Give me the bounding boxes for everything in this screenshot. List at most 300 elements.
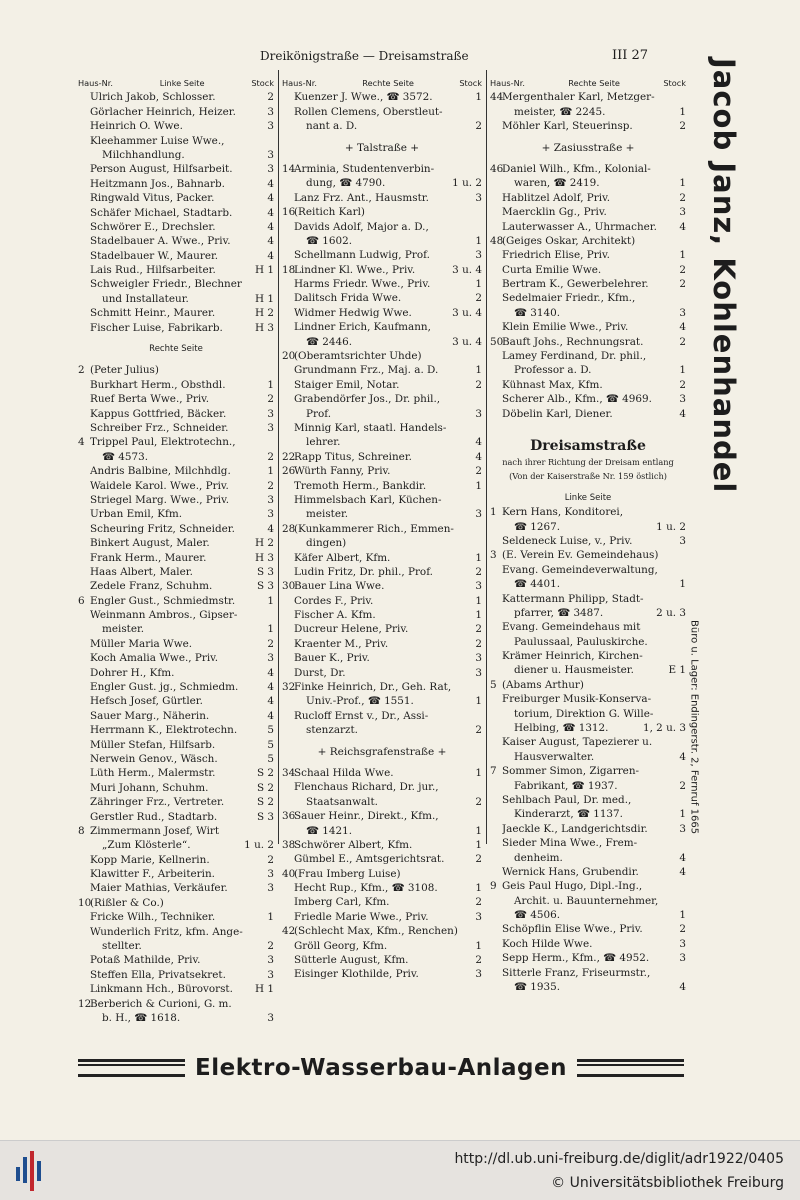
house-number [78, 881, 90, 895]
header-floor: Stock [663, 78, 686, 88]
list-item [78, 953, 274, 967]
floor-number [480, 536, 482, 550]
house-number [78, 752, 90, 766]
resident-entry: Schaal Hilda Wwe. [294, 766, 394, 779]
resident-entry: Käfer Albert, Kfm. [294, 551, 391, 564]
house-number: 38 [282, 838, 296, 851]
house-number: 34 [282, 766, 296, 779]
floor-number [684, 234, 686, 248]
list-item [490, 363, 686, 377]
list-item [78, 479, 274, 493]
floor-number [480, 349, 482, 363]
floor-number: 4 [679, 981, 686, 994]
list-item [282, 421, 482, 435]
house-number: 48 [490, 234, 504, 247]
floor-number: 1 [267, 594, 274, 607]
list-item [78, 206, 274, 220]
house-number [78, 450, 90, 464]
floor-number: 2 [679, 278, 686, 291]
house-number [282, 277, 294, 291]
floor-number: 3 [267, 148, 274, 161]
list-item [490, 306, 686, 320]
house-number [78, 565, 90, 579]
house-number [78, 421, 90, 435]
floor-number: 2 [475, 465, 482, 478]
floor-number: 5 [267, 738, 274, 751]
list-item [282, 205, 482, 219]
floor-number [272, 997, 274, 1011]
list-item [78, 881, 274, 895]
resident-entry: nant a. D. [306, 120, 358, 133]
resident-entry: denheim. [514, 851, 563, 864]
list-item [78, 421, 274, 435]
floor-number [684, 894, 686, 908]
house-number [490, 534, 502, 548]
resident-entry: Lamey Ferdinand, Dr. phil., [502, 350, 647, 363]
resident-entry: Nerwein Genov., Wäsch. [90, 752, 218, 765]
house-number [282, 565, 294, 579]
list-item [490, 649, 686, 663]
list-item [78, 622, 274, 636]
floor-number [272, 824, 274, 838]
spacer [490, 484, 686, 491]
resident-entry: ☎ 1267. [514, 520, 560, 533]
house-number: 36 [282, 810, 296, 823]
resident-entry: Person August, Hilfsarbeit. [90, 163, 233, 176]
banner-text: Elektro-Wasserbau-Anlagen [195, 1055, 567, 1081]
house-number [490, 793, 502, 807]
house-number [490, 563, 502, 577]
resident-entry: Kuenzer J. Wwe., ☎ 3572. [294, 91, 433, 104]
floor-number: 3 [679, 937, 686, 950]
house-number [78, 105, 90, 119]
floor-number: 1 [475, 594, 482, 607]
house-number [282, 248, 294, 262]
resident-entry: Urban Emil, Kfm. [90, 508, 183, 521]
list-item [78, 968, 274, 982]
list-item [490, 277, 686, 291]
list-item [78, 709, 274, 723]
house-number [78, 968, 90, 982]
house-number [78, 321, 90, 335]
spacer [490, 421, 686, 428]
floor-number: 2 [267, 853, 274, 866]
list-item [78, 363, 274, 377]
house-number [78, 910, 90, 924]
floor-number: 1 [475, 479, 482, 492]
floor-number: 2 [475, 853, 482, 866]
resident-entry: Gerstler Rud., Stadtarb. [90, 810, 218, 823]
house-number [490, 392, 502, 406]
resident-entry: Heitzmann Jos., Bahnarb. [90, 177, 225, 190]
list-item [78, 824, 274, 838]
resident-entry: (E. Verein Ev. Gemeindehaus) [502, 549, 659, 562]
floor-number: 3 u. 4 [452, 306, 482, 319]
resident-entry: Sieder Mina Wwe., Frem- [502, 837, 638, 850]
floor-number: 3 [679, 306, 686, 319]
list-item [282, 651, 482, 665]
resident-entry: Mergenthaler Karl, Metzger- [502, 91, 655, 104]
floor-number: 2 [475, 378, 482, 391]
house-number [490, 663, 502, 677]
house-number: 28 [282, 522, 296, 535]
house-number [282, 335, 294, 349]
resident-entry: Evang. Gemeindehaus mit [502, 621, 641, 634]
list-item [490, 663, 686, 677]
floor-number: 4 [267, 206, 274, 219]
resident-entry: pfarrer, ☎ 3487. [514, 606, 604, 619]
resident-entry: Ringwald Vitus, Packer. [90, 192, 215, 205]
floor-number: 4 [267, 709, 274, 722]
house-number: 40 [282, 867, 296, 880]
list-item [282, 852, 482, 866]
spacer [490, 428, 686, 435]
floor-number: 2 [267, 393, 274, 406]
floor-number [480, 493, 482, 507]
list-item [78, 507, 274, 521]
house-number [282, 694, 294, 708]
house-number [78, 766, 90, 780]
floor-number: 3 [679, 952, 686, 965]
floor-number: 2 [679, 120, 686, 133]
resident-entry: Schweigler Friedr., Blechner [90, 278, 242, 291]
house-number [490, 937, 502, 951]
resident-entry: Lais Rud., Hilfsarbeiter. [90, 264, 216, 277]
resident-entry: Sepp Herm., Kfm., ☎ 4952. [502, 952, 650, 965]
resident-entry: Haas Albert, Maler. [90, 565, 193, 578]
list-item [282, 780, 482, 794]
resident-entry: Univ.-Prof., ☎ 1551. [306, 695, 414, 708]
house-number [78, 206, 90, 220]
resident-entry: Schöpflin Elise Wwe., Priv. [502, 923, 643, 936]
resident-entry: Bauer Lina Wwe. [294, 580, 385, 593]
house-number [78, 666, 90, 680]
resident-entry: Seldeneck Luise, v., Priv. [502, 534, 633, 547]
floor-number: 1 [475, 609, 482, 622]
floor-number: 1 [475, 364, 482, 377]
list-item [282, 464, 482, 478]
house-number [490, 378, 502, 392]
floor-number [480, 320, 482, 334]
list-item [282, 363, 482, 377]
house-number [490, 277, 502, 291]
resident-entry: (Kunkammerer Rich., Emmen- [294, 522, 454, 535]
resident-entry: ☎ 1602. [306, 234, 352, 247]
header-floor: Stock [459, 78, 482, 88]
column-left [78, 76, 274, 1025]
floor-number: 3 [267, 868, 274, 881]
resident-entry: Ludin Fritz, Dr. phil., Prof. [294, 565, 433, 578]
house-number [490, 836, 502, 850]
resident-entry: Sommer Simon, Zigarren- [502, 765, 640, 778]
list-item [78, 810, 274, 824]
floor-number: 3 [267, 508, 274, 521]
list-item [282, 407, 482, 421]
floor-number [684, 291, 686, 305]
house-number [490, 176, 502, 190]
house-number [282, 551, 294, 565]
viewer-footer [0, 1140, 800, 1200]
column-divider [278, 70, 279, 844]
list-item [490, 922, 686, 936]
spacer [78, 356, 274, 363]
list-item [78, 119, 274, 133]
floor-number: 2 [679, 779, 686, 792]
list-item [78, 306, 274, 320]
floor-number: 4 [679, 851, 686, 864]
house-number [282, 234, 294, 248]
resident-entry: Stadelbauer A. Wwe., Priv. [90, 235, 231, 248]
resident-entry: Müller Stefan, Hilfsarb. [90, 738, 216, 751]
house-number [282, 176, 294, 190]
floor-number: 1 [679, 909, 686, 922]
house-number [78, 709, 90, 723]
house-number [490, 908, 502, 922]
house-number [78, 838, 90, 852]
house-number: 2 [78, 364, 85, 377]
floor-number: 3 [679, 822, 686, 835]
floor-number [272, 435, 274, 449]
list-item [282, 809, 482, 823]
house-number: 6 [78, 594, 85, 607]
list-item [282, 881, 482, 895]
list-item [282, 493, 482, 507]
resident-entry: diener u. Hausmeister. [514, 664, 634, 677]
list-item [282, 392, 482, 406]
list-item [78, 234, 274, 248]
document-url-link[interactable]: http://dl.ub.uni-freiburg.de/diglit/adr1922/0405 [454, 1151, 784, 1167]
floor-number: 3 [679, 393, 686, 406]
list-item [282, 608, 482, 622]
resident-entry: Paulussaal, Pauluskirche. [514, 635, 648, 648]
page-number: III 27 [612, 48, 649, 63]
floor-number: 1 u. 2 [656, 520, 686, 533]
list-item [78, 608, 274, 622]
house-number: 14 [282, 162, 296, 175]
resident-entry: Zedele Franz, Schuhm. [90, 580, 213, 593]
resident-entry: Zimmermann Josef, Wirt [90, 824, 220, 837]
floor-number [684, 90, 686, 104]
floor-number: 4 [267, 249, 274, 262]
resident-entry: Hecht Rup., Kfm., ☎ 3108. [294, 882, 438, 895]
house-number [78, 306, 90, 320]
house-number: 30 [282, 580, 296, 593]
house-number: 16 [282, 206, 296, 219]
house-number [78, 608, 90, 622]
house-number [490, 306, 502, 320]
banner-rule-left [78, 1059, 185, 1077]
floor-number [684, 836, 686, 850]
resident-entry: Scherer Alb., Kfm., ☎ 4969. [502, 393, 652, 406]
list-item [78, 177, 274, 191]
resident-entry: Lindner Erich, Kaufmann, [294, 321, 431, 334]
house-number [78, 162, 90, 176]
resident-entry: Professor a. D. [514, 364, 592, 377]
floor-number: 1 [475, 882, 482, 895]
house-number [490, 721, 502, 735]
floor-number: S 2 [256, 767, 274, 780]
house-number [78, 191, 90, 205]
house-number [282, 536, 294, 550]
floor-number [272, 925, 274, 939]
house-number [282, 622, 294, 636]
list-item [490, 505, 686, 519]
resident-entry: Schreiber Frz., Schneider. [90, 421, 229, 434]
floor-number [480, 522, 482, 536]
resident-entry: Harms Friedr. Wwe., Priv. [294, 278, 431, 291]
list-item [490, 105, 686, 119]
floor-number [272, 608, 274, 622]
house-number [490, 620, 502, 634]
list-item [282, 910, 482, 924]
house-number: 44 [490, 91, 504, 104]
list-item [282, 723, 482, 737]
resident-entry: Weinmann Ambros., Gipser- [90, 609, 238, 622]
floor-number: 1 u. 2 [244, 839, 274, 852]
house-number [282, 723, 294, 737]
resident-entry: Bauft Johs., Rechnungsrat. [502, 335, 644, 348]
resident-entry: Fischer Luise, Fabrikarb. [90, 321, 223, 334]
list-item [490, 291, 686, 305]
resident-entry: Sütterle August, Kfm. [294, 954, 409, 967]
list-item [282, 666, 482, 680]
resident-entry: Staiger Emil, Notar. [294, 378, 400, 391]
resident-entry: Engler Gust. jg., Schmiedm. [90, 681, 239, 694]
spacer [282, 738, 482, 745]
house-number [490, 894, 502, 908]
resident-entry: Sedelmaier Friedr., Kfm., [502, 292, 636, 305]
floor-number: 1 [267, 623, 274, 636]
floor-number: 4 [267, 192, 274, 205]
floor-number: 4 [267, 695, 274, 708]
cross-street-heading: + Zasiusstraße + [541, 141, 635, 154]
list-item [282, 924, 482, 938]
header-side: Linke Seite [159, 78, 205, 88]
resident-entry: Minnig Karl, staatl. Handels- [294, 421, 447, 434]
floor-number: 1 [679, 249, 686, 262]
floor-number: 2 [475, 120, 482, 133]
list-item [282, 895, 482, 909]
list-item [490, 378, 686, 392]
floor-number: 2 [679, 923, 686, 936]
list-item [282, 637, 482, 651]
list-item [490, 822, 686, 836]
floor-number: 3 u. 4 [452, 335, 482, 348]
resident-entry: Ruef Berta Wwe., Priv. [90, 393, 210, 406]
side-heading: Rechte Seite [149, 344, 203, 355]
house-number [282, 291, 294, 305]
resident-entry: Sauer Marg., Näherin. [90, 709, 210, 722]
house-number: 4 [78, 436, 85, 449]
floor-number: 4 [679, 865, 686, 878]
resident-entry: Rollen Clemens, Oberstleut- [294, 105, 443, 118]
floor-number: 3 [267, 968, 274, 981]
resident-entry: Durst, Dr. [294, 666, 346, 679]
house-number: 26 [282, 465, 296, 478]
house-number [78, 939, 90, 953]
list-item [78, 551, 274, 565]
resident-entry: Dalitsch Frida Wwe. [294, 292, 402, 305]
house-number [490, 592, 502, 606]
floor-number: 1 [475, 939, 482, 952]
resident-entry: Friedrich Elise, Priv. [502, 249, 610, 262]
resident-entry: Fabrikant, ☎ 1937. [514, 779, 618, 792]
house-number [282, 594, 294, 608]
list-item [490, 534, 686, 548]
list-item [78, 925, 274, 939]
house-number [490, 248, 502, 262]
floor-number: 5 [267, 724, 274, 737]
floor-number: 2 [267, 940, 274, 953]
list-item [282, 234, 482, 248]
list-item [282, 594, 482, 608]
list-item [490, 205, 686, 219]
list-item [490, 349, 686, 363]
list-item [78, 536, 274, 550]
list-item [490, 951, 686, 965]
list-item [282, 694, 482, 708]
list-item [490, 220, 686, 234]
column-header [282, 76, 482, 90]
list-item [490, 779, 686, 793]
resident-entry: (Rißler & Co.) [90, 896, 164, 909]
resident-entry: Ducreur Helene, Priv. [294, 623, 409, 636]
resident-entry: Binkert August, Maler. [90, 537, 210, 550]
floor-number: E 1 [668, 664, 686, 677]
floor-number [480, 162, 482, 176]
floor-number [684, 966, 686, 980]
house-number [282, 795, 294, 809]
house-number [490, 263, 502, 277]
resident-entry: Steffen Ella, Privatsekret. [90, 968, 226, 981]
list-item [78, 982, 274, 996]
resident-entry: Helbing, ☎ 1312. [514, 722, 609, 735]
house-number [78, 464, 90, 478]
resident-entry: Sehlbach Paul, Dr. med., [502, 793, 632, 806]
floor-number: 4 [267, 681, 274, 694]
resident-entry: Bertram K., Gewerbelehrer. [502, 278, 649, 291]
floor-number: 3 [475, 968, 482, 981]
floor-number: 3 [267, 421, 274, 434]
list-item [282, 435, 482, 449]
floor-number: 4 [475, 450, 482, 463]
house-number [490, 966, 502, 980]
resident-entry: Andris Balbine, Milchhdlg. [90, 465, 231, 478]
house-number [490, 851, 502, 865]
floor-number: 3 [267, 882, 274, 895]
list-item [78, 292, 274, 306]
floor-number: 1, 2 u. 3 [642, 722, 686, 735]
resident-entry: Sauer Heinr., Direkt., Kfm., [294, 810, 439, 823]
list-item [490, 707, 686, 721]
house-number [282, 493, 294, 507]
resident-entry: Maier Mathias, Verkäufer. [90, 882, 228, 895]
list-item [282, 967, 482, 981]
header-side: Rechte Seite [568, 78, 620, 88]
resident-entry: torium, Direktion G. Wille- [514, 707, 654, 720]
list-item [490, 807, 686, 821]
resident-entry: Ulrich Jakob, Schlosser. [90, 91, 216, 104]
resident-entry: Daniel Wilh., Kfm., Kolonial- [502, 162, 651, 175]
floor-number: S 3 [256, 810, 274, 823]
house-number [78, 622, 90, 636]
house-number [282, 435, 294, 449]
resident-entry: b. H., ☎ 1618. [102, 1012, 181, 1024]
floor-number: 4 [267, 177, 274, 190]
floor-number: 3 [475, 910, 482, 923]
floor-number: 4 [267, 666, 274, 679]
resident-entry: ☎ 4401. [514, 578, 560, 591]
